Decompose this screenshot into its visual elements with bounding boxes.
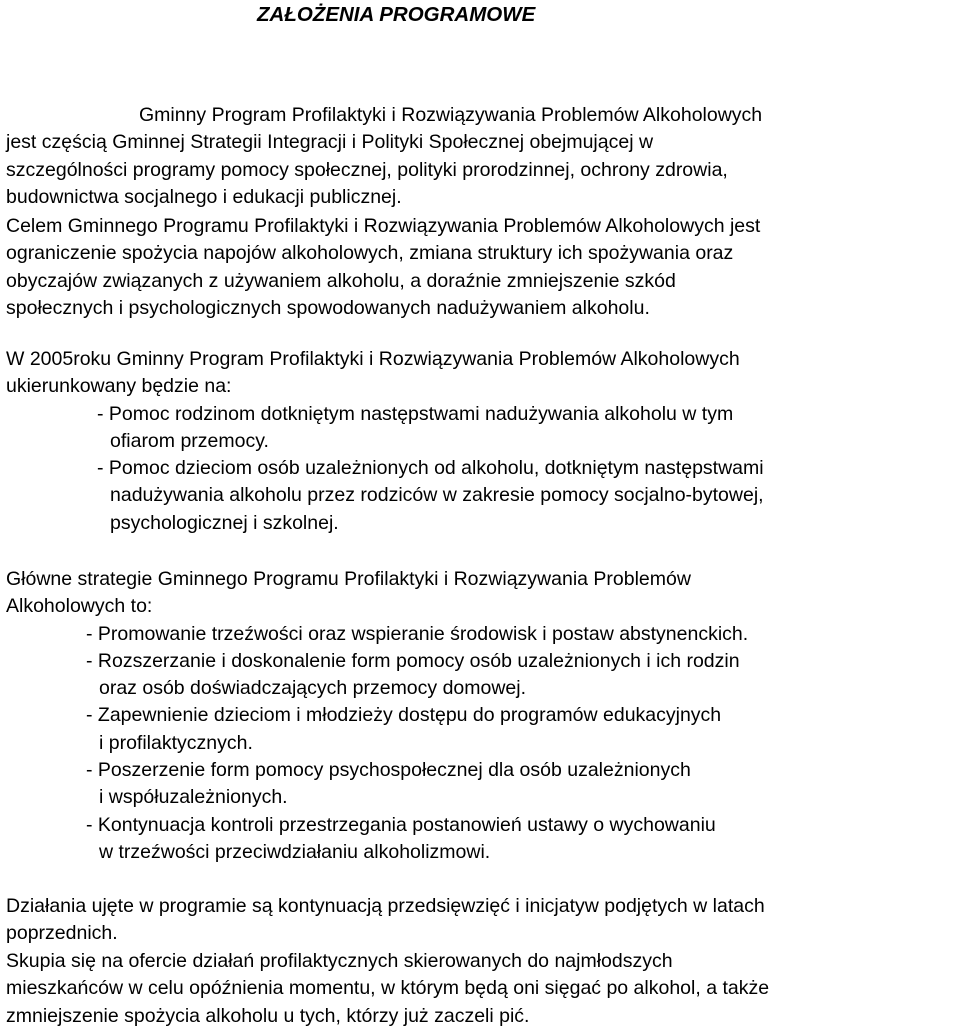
list-item [6,757,958,812]
text-line: - Pomoc dzieciom osób uzależnionych od alkoholu, dotkniętym następstwami [97,457,764,480]
text-line: i profilaktycznych. [99,731,253,754]
text-line: Działania ujęte w programie są kontynuacją przedsięwzięć i inicjatyw podjętych w latach [6,895,765,917]
text-line: oraz osób doświadczających przemocy domowej. [99,677,527,700]
text-line: Skupia się na ofercie działań profilaktycznych skierowanych do najmłodszych [6,950,673,972]
text-line: - Kontynuacja kontroli przestrzegania postanowień ustawy o wychowaniu [86,813,716,836]
text-line: społecznych i psychologicznych spowodowanych nadużywaniem alkoholu. [6,296,650,319]
text-line: nadużywania alkoholu przez rodziców w zakresie pomocy socjalno-bytowej, [110,484,764,507]
text-line: w trzeźwości przeciwdziałaniu alkoholizmowi. [99,840,491,863]
text-line: psychologicznej i szkolnej. [110,511,339,534]
text-line: ukierunkowany będzie na: [6,375,232,398]
text-line: jest częścią Gminnej Strategii Integracji i Polityki Społecznej obejmującej w [6,131,654,154]
text-line: ograniczenie spożycia napojów alkoholowych, zmiana struktury ich spożywania oraz [6,242,734,265]
text-line: Gminny Program Profilaktyki i Rozwiązywania Problemów Alkoholowych [139,104,763,126]
paragraph-youth-focus [6,948,958,1030]
text-line: Alkoholowych to: [6,595,153,618]
text-line: mieszkańców w celu opóźnienia momentu, w którym będą oni sięgać po alkohol, a także [6,977,770,1000]
list-item [6,702,958,757]
text-line: - Pomoc rodzinom dotkniętym następstwami nadużywania alkoholu w tym [97,402,734,425]
text-line: budownictwa socjalnego i edukacji publicznej. [6,185,402,208]
list-item [6,812,958,867]
paragraph-main-strategies [6,566,958,866]
document-title: ZAŁOŻENIA PROGRAMOWE [257,3,536,26]
text-line: Celem Gminnego Programu Profilaktyki i Rozwiązywania Problemów Alkoholowych jest [6,215,761,237]
text-line: poprzednich. [6,922,118,945]
list-item [6,401,958,456]
list-item [6,648,958,703]
text-line: - Zapewnienie dzieciom i młodzieży dostępu do programów edukacyjnych [86,704,722,727]
paragraph-program-scope [6,102,958,211]
text-line: - Rozszerzanie i doskonalenie form pomocy osób uzależnionych i ich rodzin [86,649,740,672]
paragraph-2005-directions [6,346,958,537]
list-item [6,455,958,537]
list-item [6,621,958,648]
text-line: W 2005roku Gminny Program Profilaktyki i Rozwiązywania Problemów Alkoholowych [6,348,740,370]
paragraph-continuation [6,893,958,948]
text-line: - Poszerzenie form pomocy psychospołecznej dla osób uzależnionych [86,759,691,782]
text-line: Główne strategie Gminnego Programu Profilaktyki i Rozwiązywania Problemów [6,568,691,590]
text-line: obyczajów związanych z używaniem alkoholu, a doraźnie zmniejszenie szkód [6,269,676,292]
text-line: szczególności programy pomocy społecznej, polityki prorodzinnej, ochrony zdrowia, [6,158,728,181]
paragraph-program-goal [6,213,958,322]
text-line: i współuzależnionych. [99,786,288,809]
text-line: zmniejszenie spożycia alkoholu u tych, którzy już zaczeli pić. [6,1004,530,1027]
text-line: - Promowanie trzeźwości oraz wspieranie środowisk i postaw abstynenckich. [86,622,749,645]
text-line: ofiarom przemocy. [110,429,269,452]
